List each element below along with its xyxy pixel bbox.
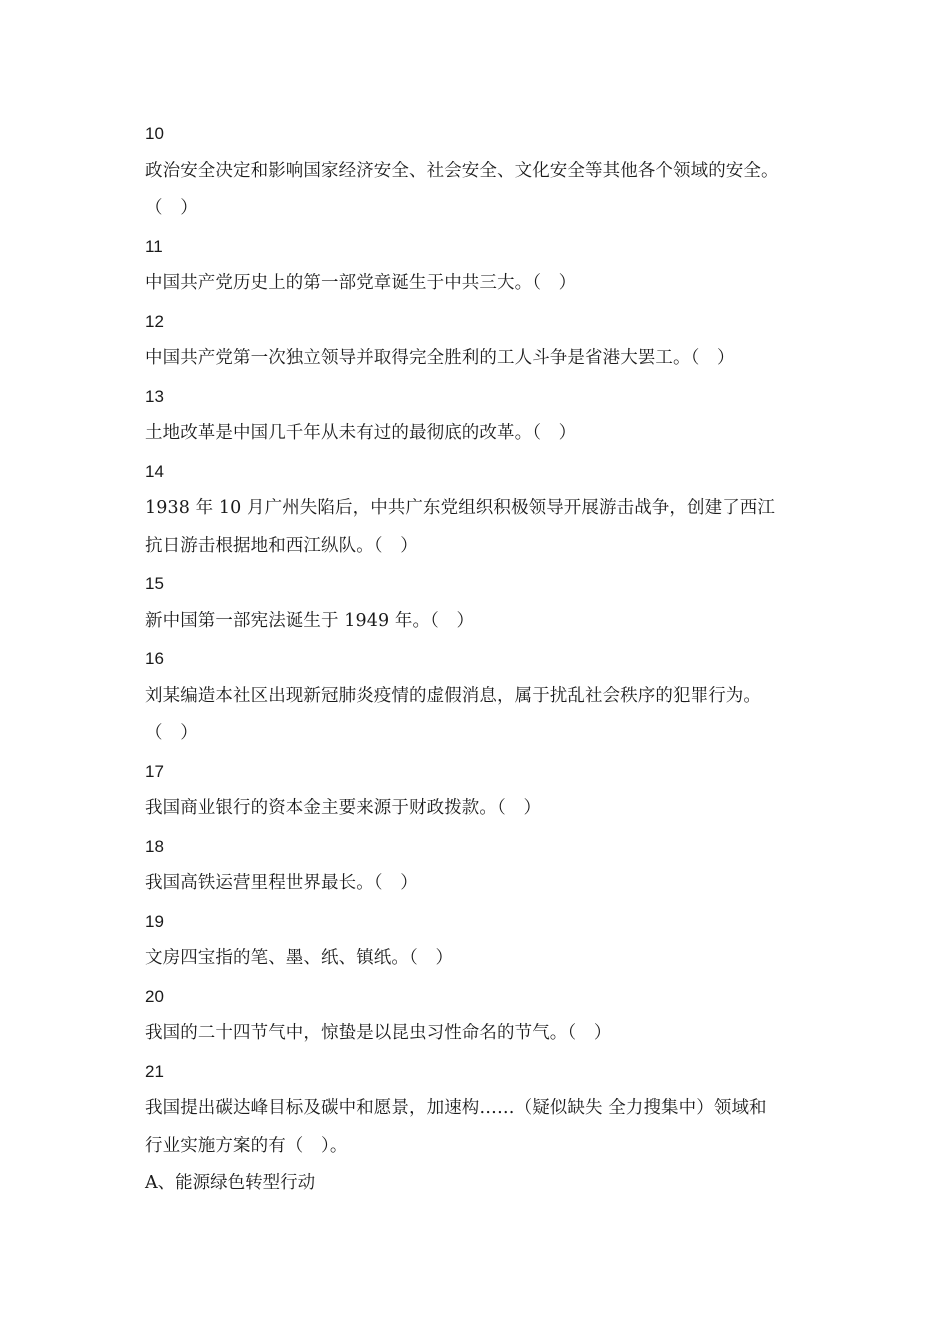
question-text: 1938 年 10 月广州失陷后，中共广东党组织积极领导开展游击战争，创建了西江 <box>145 498 775 518</box>
question-text: 文房四宝指的笔、墨、纸、镇纸。（ ） <box>145 948 454 968</box>
question-number: 17 <box>145 761 164 781</box>
answer-option: A、能源绿色转型行动 <box>145 1173 316 1193</box>
question-number: 19 <box>145 911 164 931</box>
question-blank: （ ） <box>145 723 198 743</box>
question-number: 10 <box>145 124 164 143</box>
question-text: 土地改革是中国几千年从未有过的最彻底的改革。（ ） <box>145 423 577 443</box>
question-number: 15 <box>145 574 164 593</box>
question-text: 我国商业银行的资本金主要来源于财政拨款。（ ） <box>145 798 542 818</box>
question-number: 18 <box>145 836 164 856</box>
question-text: 政治安全决定和影响国家经济安全、社会安全、文化安全等其他各个领域的安全。 <box>145 160 779 181</box>
question-text: 我国的二十四节气中，惊蛰是以昆虫习性命名的节气。（ ） <box>145 1023 612 1043</box>
question-number: 12 <box>145 311 164 331</box>
question-text: 中国共产党历史上的第一部党章诞生于中共三大。（ ） <box>145 273 577 293</box>
question-text: 行业实施方案的有（ ）。 <box>145 1135 348 1156</box>
question-number: 13 <box>145 386 164 406</box>
question-number: 14 <box>145 461 164 481</box>
question-number: 21 <box>145 1061 164 1081</box>
question-text: 我国提出碳达峰目标及碳中和愿景，加速构……（疑似缺失 全力搜集中）领域和 <box>145 1098 767 1118</box>
question-number: 20 <box>145 986 164 1006</box>
document-page <box>145 115 825 1203</box>
question-text: 抗日游击根据地和西江纵队。（ ） <box>145 535 418 556</box>
question-number: 11 <box>145 236 163 256</box>
question-text: 我国高铁运营里程世界最长。（ ） <box>145 873 418 893</box>
question-number: 16 <box>145 649 164 668</box>
question-text: 刘某编造本社区出现新冠肺炎疫情的虚假消息，属于扰乱社会秩序的犯罪行为。 <box>145 685 761 706</box>
question-text: 新中国第一部宪法诞生于 1949 年。（ ） <box>145 610 475 631</box>
question-text: 中国共产党第一次独立领导并取得完全胜利的工人斗争是省港大罢工。（ ） <box>145 348 735 368</box>
question-blank: （ ） <box>145 198 198 218</box>
